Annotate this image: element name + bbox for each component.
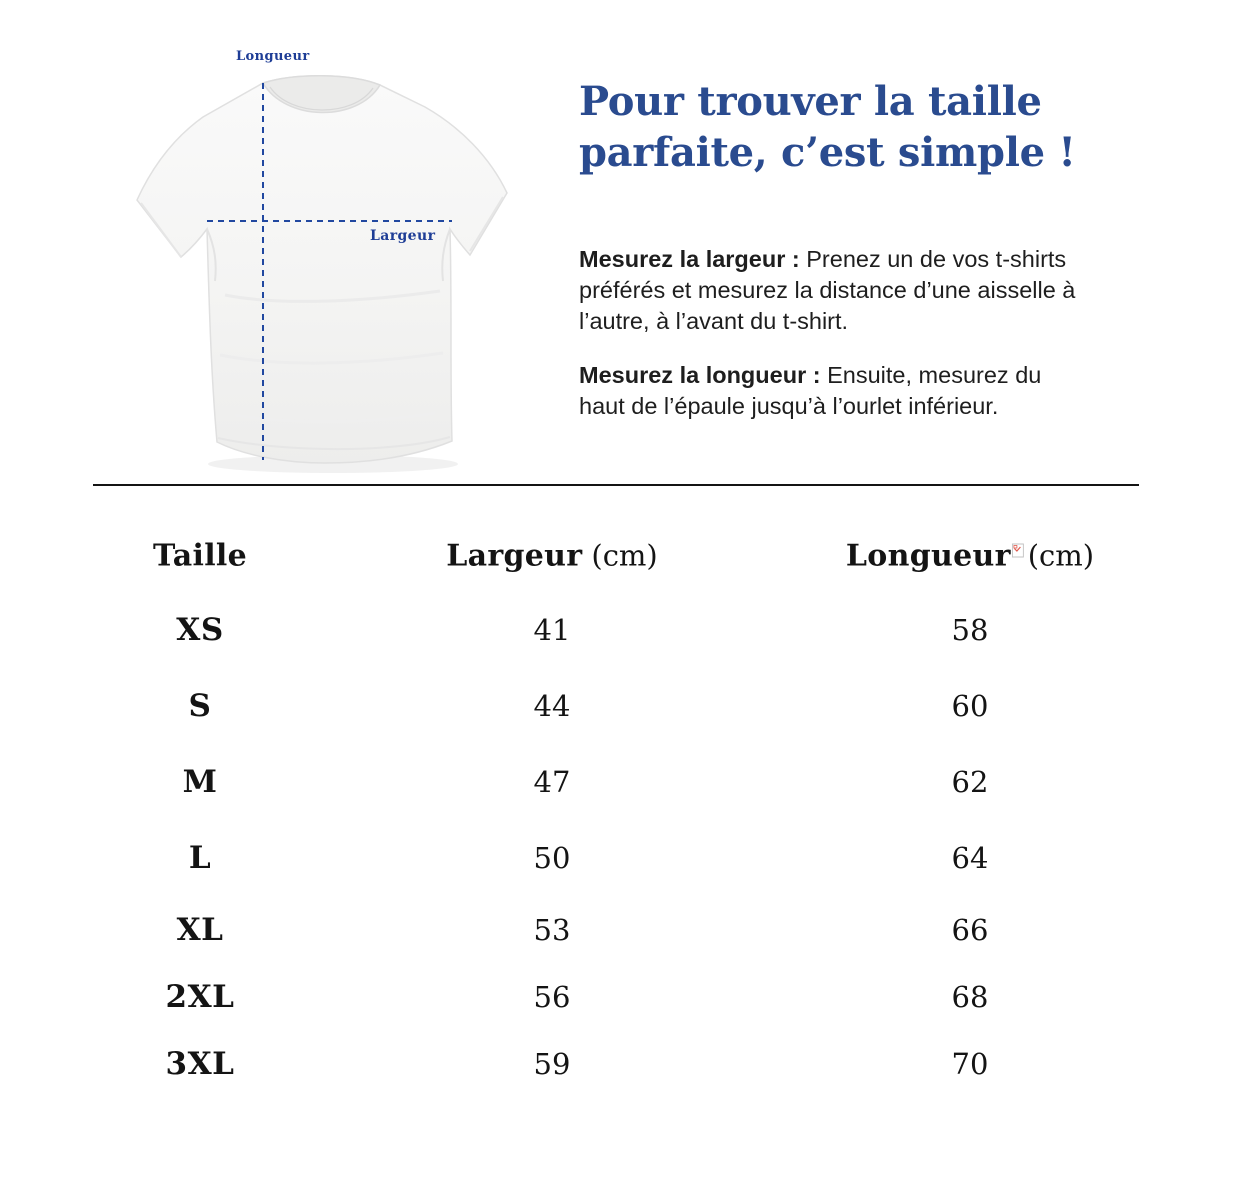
longueur-cell: 64 [951,841,989,875]
page-title-line2: parfaite, c’est simple ! [579,129,1076,176]
largeur-cell: 44 [533,689,571,723]
measure-length-lead: Mesurez la longueur : [579,362,821,388]
size-table [0,520,1242,1097]
measure-width-line3: l’autre, à l’avant du t-shirt. [579,308,849,334]
measure-width-line2: préférés et mesurez la distance d’une aisselle à [579,277,1076,303]
size-cell: L [188,840,212,876]
longueur-cell: 66 [951,912,989,947]
largeur-label: Largeur [370,228,436,244]
longueur-cell: 60 [951,689,989,723]
taille-header-label: Taille [153,538,247,574]
size-cell: 2XL [165,978,235,1015]
table-row [0,592,1242,668]
size-cell: S [188,688,212,724]
longueur-header-label: Longueur [845,538,1011,574]
size-cell: M [182,764,218,800]
section-divider [93,484,1139,486]
page-title-line1: Pour trouver la taille [579,78,1042,125]
largeur-header-unit: (cm) [591,538,658,573]
largeur-cell: 47 [533,765,571,799]
table-row [0,744,1242,820]
largeur-header-label: Largeur [446,538,583,574]
size-cell: 3XL [165,1045,235,1082]
tshirt-photo [95,45,525,475]
tshirt-body [137,76,507,463]
longueur-cell: 68 [951,979,989,1014]
longueur-label: Longueur [236,49,310,64]
column-header-taille [153,539,247,574]
longueur-header-unit: (cm) [1027,538,1095,573]
table-row [0,668,1242,744]
size-table-header [0,520,1242,592]
measure-width-line1 [579,244,1164,275]
largeur-cell: 59 [533,1046,571,1081]
column-header-longueur [846,539,1094,574]
measure-length-instruction [579,360,1164,422]
broken-image-icon [1012,544,1024,558]
largeur-cell: 53 [533,912,571,947]
measure-length-line2: haut de l’épaule jusqu’à l’ourlet inférieur. [579,393,999,419]
table-row [0,896,1242,963]
measure-length-line1 [579,360,1164,391]
measure-width-rest: Prenez un de vos t-shirts [799,246,1067,272]
measure-width-lead: Mesurez la largeur : [579,246,800,272]
size-cell: XS [176,612,224,648]
table-row [0,820,1242,896]
longueur-cell: 62 [951,765,989,799]
size-cell: XL [176,911,224,948]
column-header-largeur [446,539,658,574]
table-row [0,1030,1242,1097]
table-row [0,963,1242,1030]
longueur-cell: 58 [951,613,989,647]
largeur-cell: 56 [533,979,571,1014]
page-title [579,76,1139,178]
largeur-cell: 41 [533,613,571,647]
measure-width-instruction [579,244,1164,337]
measure-length-rest: Ensuite, mesurez du [820,362,1042,388]
largeur-cell: 50 [533,841,571,875]
longueur-cell: 70 [951,1046,989,1081]
